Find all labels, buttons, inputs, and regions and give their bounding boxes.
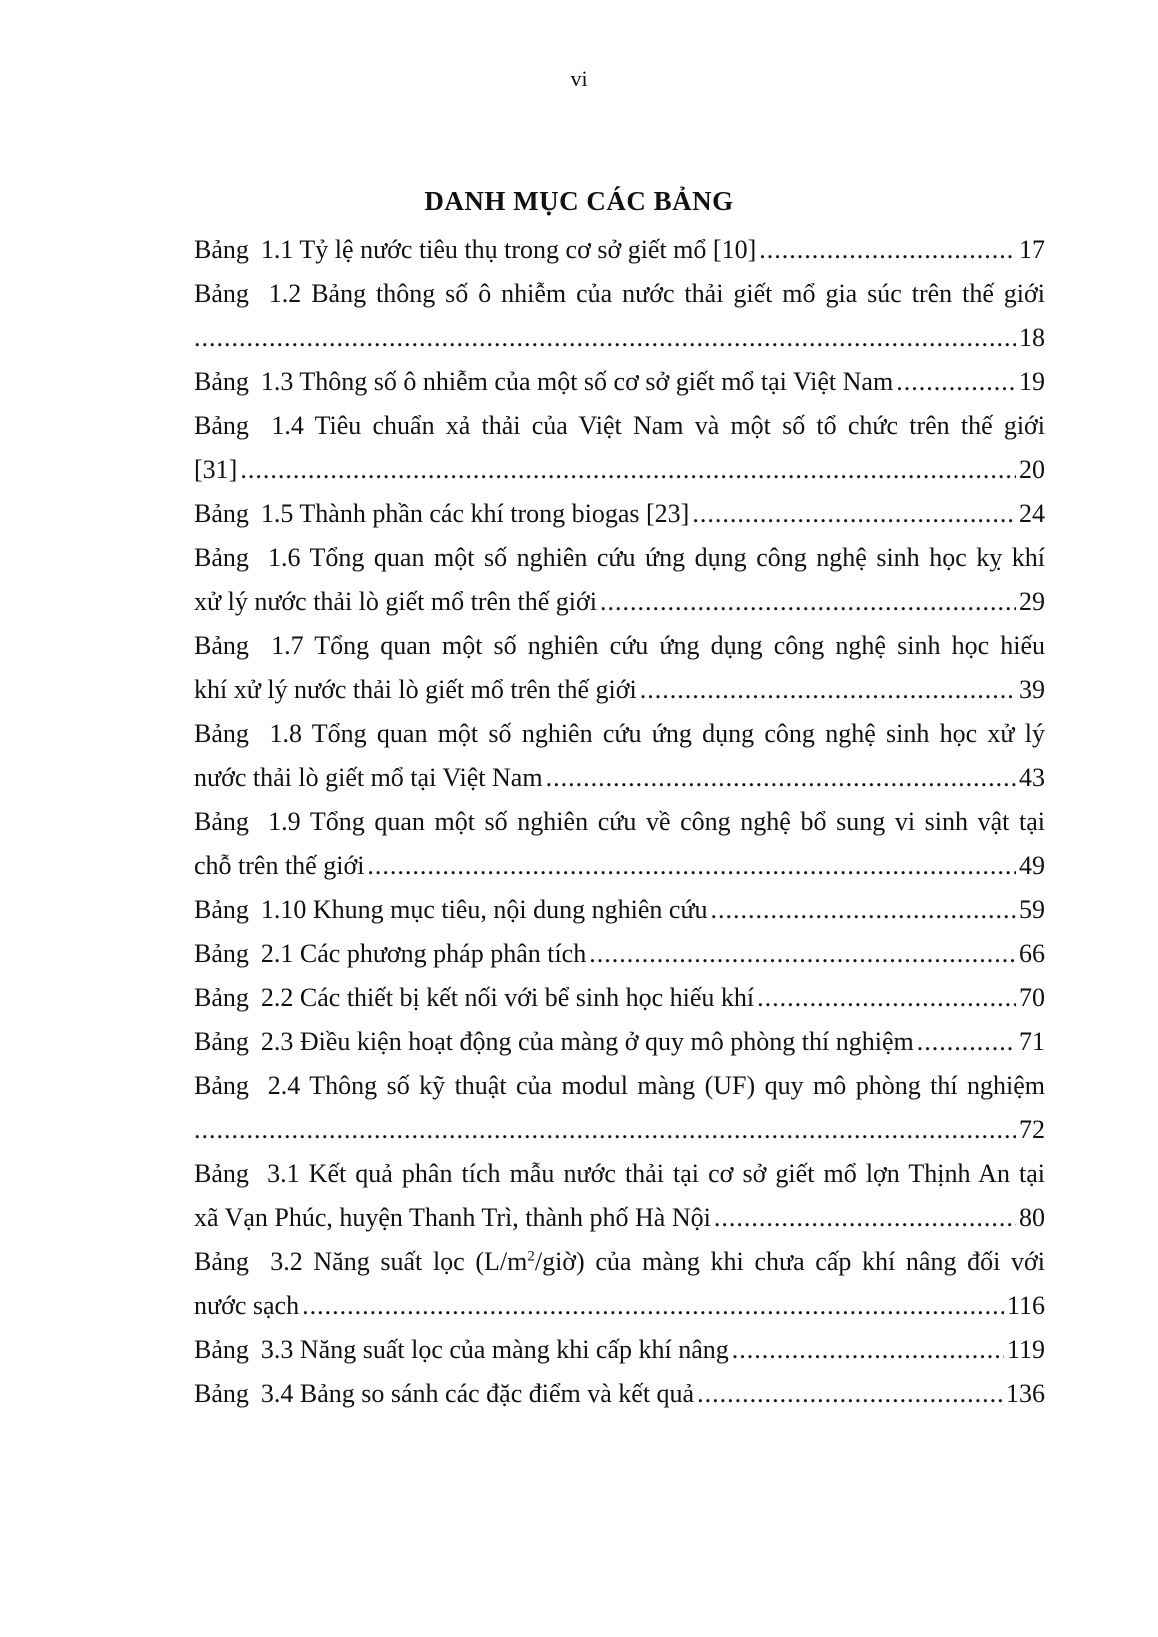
entry-page: 66 [1019, 939, 1045, 968]
toc-entry[interactable] [194, 228, 1045, 272]
entry-label: Bảng [194, 1027, 249, 1056]
entry-number: 1.6 [267, 543, 301, 572]
dot-leader [240, 448, 1016, 492]
entry-title: Tổng quan một số nghiên cứu ứng dụng công nghệ sinh học hiếu [314, 631, 1045, 660]
toc-entry[interactable] [194, 1328, 1045, 1372]
entry-page: 43 [1019, 763, 1045, 792]
entry-title: Tổng quan một số nghiên cứu về công nghệ bổ sung vi sinh vật tại [309, 807, 1046, 836]
entry-label: Bảng [194, 631, 249, 660]
entry-label: Bảng [194, 1379, 249, 1408]
entry-label: Bảng [194, 983, 249, 1012]
entry-label: Bảng [194, 235, 249, 264]
entry-title: Khung mục tiêu, nội dung nghiên cứu [312, 895, 708, 924]
entry-label: Bảng [194, 939, 249, 968]
entry-number: 1.4 [271, 411, 304, 440]
entry-title: Các thiết bị kết nối với bể sinh học hiếu khí [299, 983, 755, 1012]
dot-leader [714, 1196, 1016, 1240]
dot-leader [589, 932, 1016, 976]
entry-label: Bảng [194, 543, 249, 572]
entry-label: Bảng [194, 1159, 249, 1188]
entry-page: 29 [1019, 587, 1045, 616]
entry-label: Bảng [194, 719, 249, 748]
entry-page: 80 [1019, 1203, 1045, 1232]
dot-leader [367, 844, 1016, 888]
toc-entry[interactable] [194, 976, 1045, 1020]
entry-title: Thông số ô nhiễm của một số cơ sở giết mổ tại Việt Nam [299, 367, 894, 396]
entry-title: Kết quả phân tích mẫu nước thải tại cơ sở giết mổ lợn Thịnh An tại [308, 1159, 1046, 1188]
dot-leader [896, 360, 1016, 404]
entry-title: Điều kiện hoạt động của màng ở quy mô phòng thí nghiệm [299, 1027, 914, 1056]
toc-entry[interactable] [194, 1020, 1045, 1064]
entry-number: 1.5 [260, 499, 294, 528]
dot-leader [759, 228, 1016, 272]
entry-title: Bảng thông số ô nhiễm của nước thải giết mổ gia súc trên thế giới [311, 279, 1045, 308]
toc-entry[interactable] [194, 888, 1045, 932]
toc-entry[interactable] [194, 1152, 1045, 1240]
entry-label: Bảng [194, 1071, 249, 1100]
entry-number: 2.1 [260, 939, 294, 968]
entry-number: 1.2 [268, 279, 302, 308]
toc-entry[interactable] [194, 1064, 1045, 1152]
entry-number: 1.7 [271, 631, 304, 660]
page-title: DANH MỤC CÁC BẢNG [424, 186, 734, 216]
entry-page: 49 [1019, 851, 1045, 880]
dot-leader [917, 1020, 1016, 1064]
entry-title: Tiêu chuẩn xả thải của Việt Nam và một số tổ chức trên thế giới [314, 411, 1046, 440]
entry-title: Thành phần các khí trong biogas [23] [299, 499, 690, 528]
entry-label: Bảng [194, 1335, 249, 1364]
entry-label: Bảng [194, 1247, 249, 1276]
entry-page: 71 [1019, 1027, 1045, 1056]
entry-page: 136 [1006, 1379, 1045, 1408]
toc-entry[interactable] [194, 404, 1045, 492]
toc-entry[interactable] [194, 1240, 1045, 1328]
entry-number: 2.3 [260, 1027, 294, 1056]
entry-title: Bảng so sánh các đặc điểm và kết quả [299, 1379, 695, 1408]
entry-number: 3.4 [260, 1379, 294, 1408]
entry-number: 1.9 [268, 807, 301, 836]
entry-page: 70 [1019, 983, 1045, 1012]
toc-entry[interactable] [194, 360, 1045, 404]
entry-title: Tổng quan một số nghiên cứu ứng dụng công nghệ sinh học kỵ khí [309, 543, 1046, 572]
entry-title: Năng suất lọc của màng khi cấp khí nâng [299, 1335, 729, 1364]
dot-leader [546, 756, 1016, 800]
entry-number: 1.3 [260, 367, 294, 396]
toc-entry[interactable] [194, 536, 1045, 624]
dot-leader [302, 1284, 1004, 1328]
dot-leader [600, 580, 1016, 624]
entry-title-part: /giờ) của màng khi chưa cấp khí nâng đối với [534, 1247, 1046, 1276]
entry-number: 1.10 [260, 895, 307, 924]
entry-number: 3.1 [267, 1159, 300, 1188]
dot-leader [732, 1328, 1004, 1372]
dot-leader [711, 888, 1016, 932]
superscript: 2 [527, 1248, 535, 1265]
entry-number: 2.2 [260, 983, 294, 1012]
dot-leader [194, 1108, 1016, 1152]
entry-page: 24 [1019, 499, 1045, 528]
entry-title: Tỷ lệ nước tiêu thụ trong cơ sở giết mổ [10] [299, 235, 757, 264]
entry-title [313, 1247, 1045, 1276]
entry-number: 1.1 [260, 235, 294, 264]
entry-number: 1.8 [269, 719, 302, 748]
entry-page: 18 [1019, 323, 1045, 352]
entry-title-continued: xử lý nước thải lò giết mổ trên thế giới [194, 587, 597, 616]
toc-entry[interactable] [194, 492, 1045, 536]
entry-title: Thông số kỹ thuật của modul màng (UF) quy mô phòng thí nghiệm [309, 1071, 1046, 1100]
dot-leader [757, 976, 1016, 1020]
entry-page: 119 [1006, 1335, 1045, 1364]
entry-page: 20 [1019, 455, 1045, 484]
entry-page: 116 [1006, 1291, 1045, 1320]
toc-entry[interactable] [194, 1372, 1045, 1416]
dot-leader [692, 492, 1016, 536]
entry-title-continued: xã Vạn Phúc, huyện Thanh Trì, thành phố Hà Nội [194, 1203, 711, 1232]
entry-title-continued: khí xử lý nước thải lò giết mổ trên thế giới [194, 675, 637, 704]
page-number: vi [570, 66, 588, 91]
entry-label: Bảng [194, 895, 249, 924]
entry-title-continued: [31] [194, 455, 238, 484]
entry-label: Bảng [194, 279, 249, 308]
entry-title: Các phương pháp phân tích [299, 939, 587, 968]
entry-number: 3.2 [270, 1247, 303, 1276]
toc-entry[interactable] [194, 712, 1045, 800]
toc-entry[interactable] [194, 932, 1045, 976]
entry-page: 19 [1019, 367, 1045, 396]
entry-title-part: Năng suất lọc (L/m [313, 1247, 528, 1276]
entry-page: 17 [1019, 235, 1045, 264]
toc-entry[interactable] [194, 800, 1045, 888]
entry-label: Bảng [194, 807, 249, 836]
entry-title-continued: nước sạch [194, 1291, 300, 1320]
entry-page: 39 [1019, 675, 1045, 704]
entry-number: 3.3 [260, 1335, 294, 1364]
table-list [194, 228, 1045, 1416]
entry-label: Bảng [194, 411, 249, 440]
entry-title: Tổng quan một số nghiên cứu ứng dụng công nghệ sinh học xử lý [311, 719, 1046, 748]
entry-label: Bảng [194, 367, 249, 396]
dot-leader [640, 668, 1016, 712]
entry-title-continued: nước thải lò giết mổ tại Việt Nam [194, 763, 543, 792]
entry-number: 2.4 [267, 1071, 301, 1100]
toc-entry[interactable] [194, 272, 1045, 360]
dot-leader [194, 316, 1016, 360]
entry-title-continued: chỗ trên thế giới [194, 851, 365, 880]
entry-page: 59 [1019, 895, 1045, 924]
toc-entry[interactable] [194, 624, 1045, 712]
dot-leader [697, 1372, 1003, 1416]
entry-page: 72 [1019, 1115, 1045, 1144]
entry-label: Bảng [194, 499, 249, 528]
